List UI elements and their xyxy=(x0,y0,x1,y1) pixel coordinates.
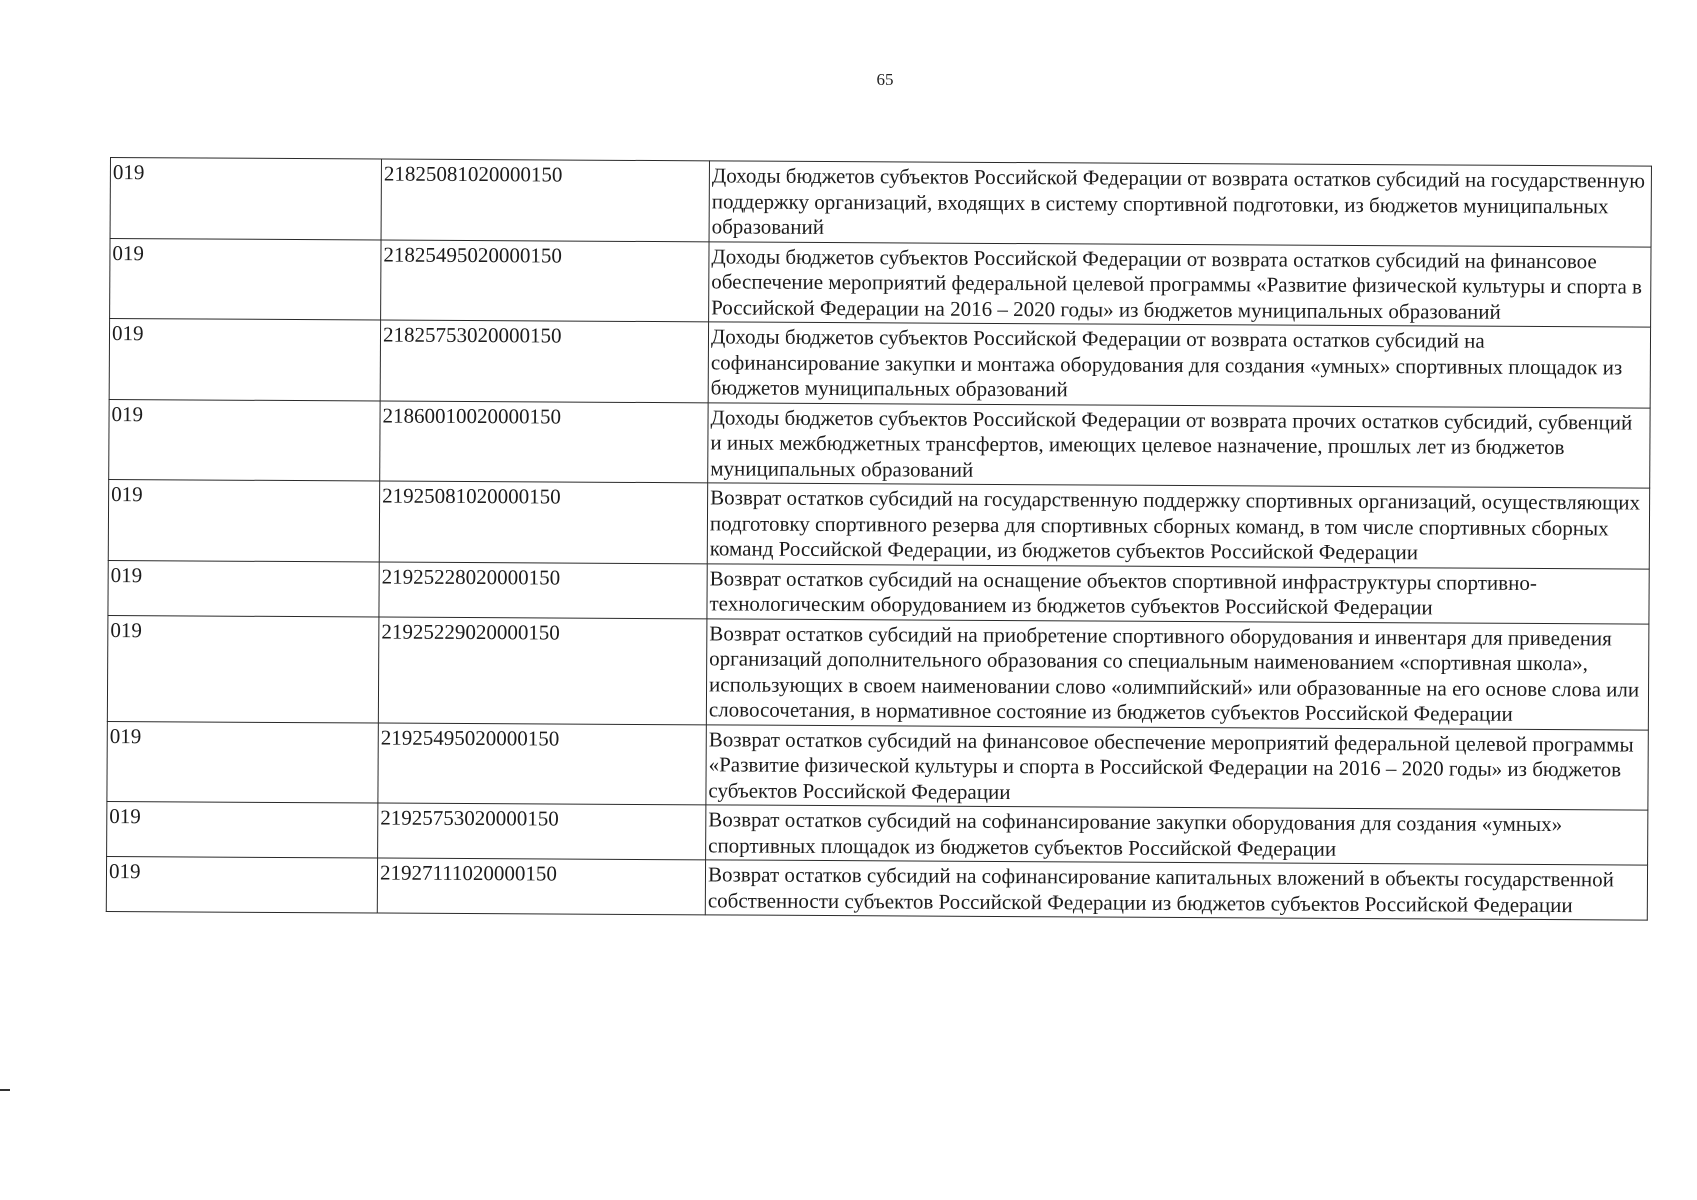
table-row xyxy=(109,399,1650,488)
margin-mark xyxy=(0,1089,10,1091)
table-row xyxy=(110,158,1651,247)
description-cell: Возврат остатков субсидий на финансовое обеспечение мероприятий федеральной целевой программы «Развитие физической культуры и спорта в Российской Федерации на 2016 – 2020 годы» из бюджетов субъектов Российской Федерации xyxy=(706,724,1648,810)
budget-codes-table xyxy=(106,157,1652,921)
admin-code-cell: 019 xyxy=(106,856,377,913)
table-row xyxy=(107,801,1648,865)
admin-code-cell: 019 xyxy=(108,560,379,617)
description-cell: Возврат остатков субсидий на софинансирование закупки оборудования для создания «умных» спортивных площадок из бюджетов субъектов Российской Федерации xyxy=(706,805,1648,865)
budget-code-cell: 21925229020000150 xyxy=(378,617,707,725)
description-cell: Возврат остатков субсидий на софинансирование капитальных вложений в объекты государственной собственности субъектов Российской Федерации из бюджетов субъектов Российской Федерации xyxy=(705,860,1647,920)
table-row xyxy=(108,479,1649,568)
admin-code-cell: 019 xyxy=(109,399,380,481)
budget-code-cell: 21927111020000150 xyxy=(377,858,705,915)
budget-code-cell: 21925753020000150 xyxy=(378,803,706,860)
table-row xyxy=(107,721,1648,810)
table-row xyxy=(110,238,1651,327)
description-cell: Доходы бюджетов субъектов Российской Федерации от возврата остатков субсидий на финансовое обеспечение мероприятий федеральной целевой программы «Развитие физической культуры и спорта в Российской Федерации на 2016 – 2020 годы» из бюджетов муниципальных образований xyxy=(709,241,1651,327)
description-cell: Доходы бюджетов субъектов Российской Федерации от возврата остатков субсидий на софинансирование закупки и монтажа оборудования для создания «умных» спортивных площадок из бюджетов муниципальных образований xyxy=(708,322,1650,408)
description-cell: Возврат остатков субсидий на оснащение объектов спортивной инфраструктуры спортивно-технологическим оборудованием из бюджетов субъектов Российской Федерации xyxy=(707,563,1649,623)
budget-code-cell: 21860010020000150 xyxy=(380,401,708,483)
budget-code-cell: 21825753020000150 xyxy=(380,320,708,402)
table-row xyxy=(109,319,1650,408)
admin-code-cell: 019 xyxy=(110,238,381,320)
table-row xyxy=(107,615,1649,730)
budget-code-cell: 21925495020000150 xyxy=(378,723,706,805)
table-row xyxy=(108,560,1649,624)
budget-code-cell: 21825495020000150 xyxy=(381,240,709,322)
admin-code-cell: 019 xyxy=(107,801,378,858)
admin-code-cell: 019 xyxy=(107,721,378,803)
admin-code-cell: 019 xyxy=(110,158,381,240)
admin-code-cell: 019 xyxy=(107,615,379,723)
budget-code-cell: 21925228020000150 xyxy=(379,562,707,619)
table-row xyxy=(106,856,1647,920)
budget-code-cell: 21825081020000150 xyxy=(381,159,709,241)
budget-code-cell: 21925081020000150 xyxy=(379,481,707,563)
admin-code-cell: 019 xyxy=(108,479,379,561)
description-cell: Доходы бюджетов субъектов Российской Федерации от возврата остатков субсидий на государственную поддержку организаций, входящих в систему спортивной подготовки, из бюджетов муниципальных образований xyxy=(709,161,1651,247)
description-cell: Возврат остатков субсидий на государственную поддержку спортивных организаций, осуществляющих подготовку спортивного резерва для спортивных сборных команд, в том числе спортивных сборных команд Российской Федерации, из бюджетов субъектов Российской Федерации xyxy=(707,483,1649,569)
admin-code-cell: 019 xyxy=(109,319,380,401)
page-number: 65 xyxy=(876,70,894,89)
description-cell: Доходы бюджетов субъектов Российской Федерации от возврата прочих остатков субсидий, субвенций и иных межбюджетных трансфертов, имеющих целевое назначение, прошлых лет из бюджетов муниципальных образований xyxy=(708,402,1650,488)
description-cell: Возврат остатков субсидий на приобретение спортивного оборудования и инвентаря для приведения организаций дополнительного образования со специальным наименованием «спортивная школа», использующих в своем наименовании слово «олимпийский» или образованные на его основе слова или словосочетания, в нормативное состояние из бюджетов субъектов Российской Федерации xyxy=(706,618,1649,729)
